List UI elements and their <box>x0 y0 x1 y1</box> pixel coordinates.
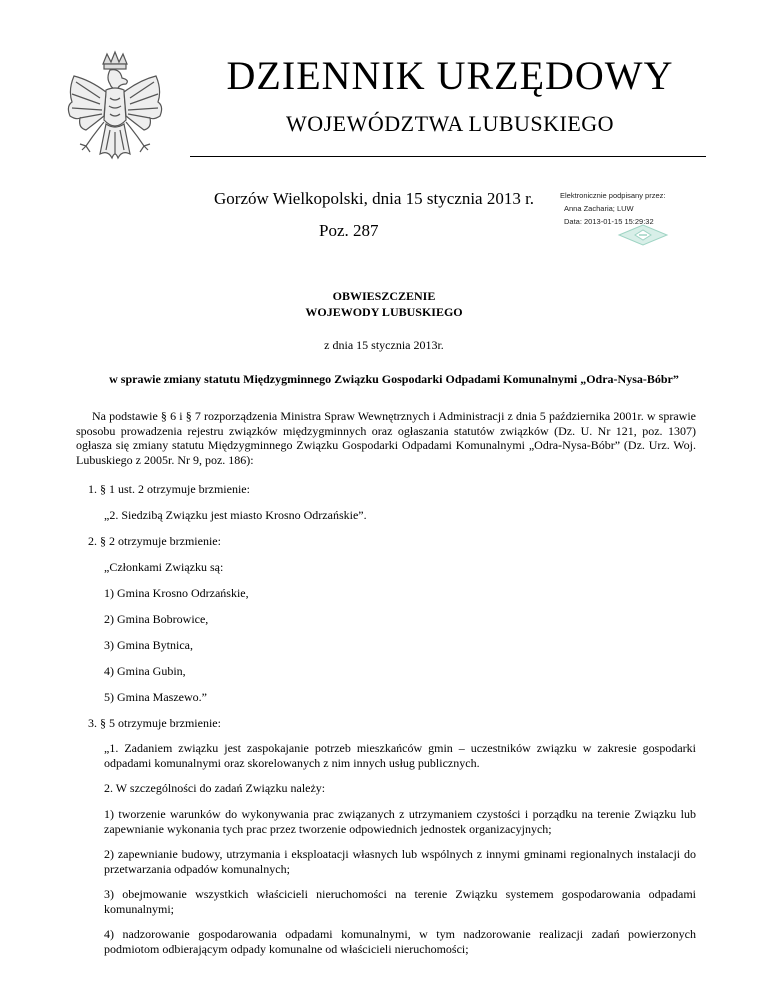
journal-title: DZIENNIK URZĘDOWY <box>226 53 674 98</box>
member-list-item: 1) Gmina Krosno Odrzańskie, <box>104 586 249 600</box>
electronic-signature <box>557 191 717 251</box>
announcement-subject: w sprawie zmiany statutu Międzygminnego Związku Gospodarki Odpadami Komunalnymi „Odra-Nysa-Bóbr” <box>109 372 679 386</box>
task-list-item: 1) tworzenie warunków do wykonywania prac związanych z utrzymaniem czystości i porządku na terenie Związku lub zapewnianie wykonania tych prac przez tworzenie odpowiednich jednostek organizacyjnych; <box>104 807 696 836</box>
signature-seal-icon <box>617 224 669 246</box>
polish-eagle-emblem-icon <box>60 50 170 180</box>
intro-paragraph: Na podstawie § 6 i § 7 rozporządzenia Ministra Spraw Wewnętrznych i Administracji z dnia 5 października 2001r. w sprawie sposobu prowadzenia rejestru związków międzygminnych oraz ogłaszania statutów związków (Dz. U. Nr 121, poz. 1307) ogłasza się zmiany statutu Międzygminnego Związku Gospodarki Odpadami Komunalnymi „Odra-Nysa-Bóbr” (Dz. Urz. Woj. Lubuskiego z 2005r. Nr 9, poz. 186): <box>76 409 696 467</box>
position-number: Poz. 287 <box>319 221 379 240</box>
amendment-item-1-text: „2. Siedzibą Związku jest miasto Krosno Odrzańskie”. <box>104 508 367 522</box>
amendment-item-2: 2. § 2 otrzymuje brzmienie: <box>88 534 221 548</box>
member-list-item: 4) Gmina Gubin, <box>104 664 186 678</box>
amendment-item-2-text: „Członkami Związku są: <box>104 560 224 574</box>
signature-label: Elektronicznie podpisany przez: <box>560 191 666 200</box>
member-list-item: 2) Gmina Bobrowice, <box>104 612 209 626</box>
member-list-item: 5) Gmina Maszewo.” <box>104 690 207 704</box>
place-date: Gorzów Wielkopolski, dnia 15 stycznia 2013 r. <box>214 189 535 208</box>
task-list-item: 2) zapewnianie budowy, utrzymania i eksploatacji własnych lub wspólnych z innymi gminami regionalnych instalacji do przetwarzania odpadów komunalnych; <box>104 847 696 876</box>
task-list-item: 4) nadzorowanie gospodarowania odpadami komunalnymi, w tym nadzorowanie realizacji zadań powierzonych podmiotom odbierającym odpady komunalne od właścicieli nieruchomości; <box>104 927 696 956</box>
announcement-title: OBWIESZCZENIE <box>332 289 436 303</box>
amendment-item-3-paragraph-2: 2. W szczególności do zadań Związku należy: <box>104 781 326 795</box>
announcement-date: z dnia 15 stycznia 2013r. <box>324 338 444 352</box>
header-divider <box>190 156 706 157</box>
amendment-item-1: 1. § 1 ust. 2 otrzymuje brzmienie: <box>88 482 250 496</box>
signature-date: Data: 2013-01-15 15:29:32 <box>564 217 654 226</box>
announcement-issuer: WOJEWODY LUBUSKIEGO <box>305 305 463 319</box>
amendment-item-3: 3. § 5 otrzymuje brzmienie: <box>88 716 221 730</box>
task-list-item: 3) obejmowanie wszystkich właścicieli nieruchomości na terenie Związku systemem gospodarowania odpadami komunalnymi; <box>104 887 696 916</box>
amendment-item-3-paragraph-1: „1. Zadaniem związku jest zaspokajanie potrzeb mieszkańców gmin – uczestników związku w zakresie gospodarki odpadami komunalnymi oraz skorelowanych z nim innych usług publicznych. <box>104 741 696 770</box>
member-list-item: 3) Gmina Bytnica, <box>104 638 193 652</box>
journal-subtitle: WOJEWÓDZTWA LUBUSKIEGO <box>285 111 615 136</box>
signature-signer: Anna Zacharia; LUW <box>564 204 634 213</box>
